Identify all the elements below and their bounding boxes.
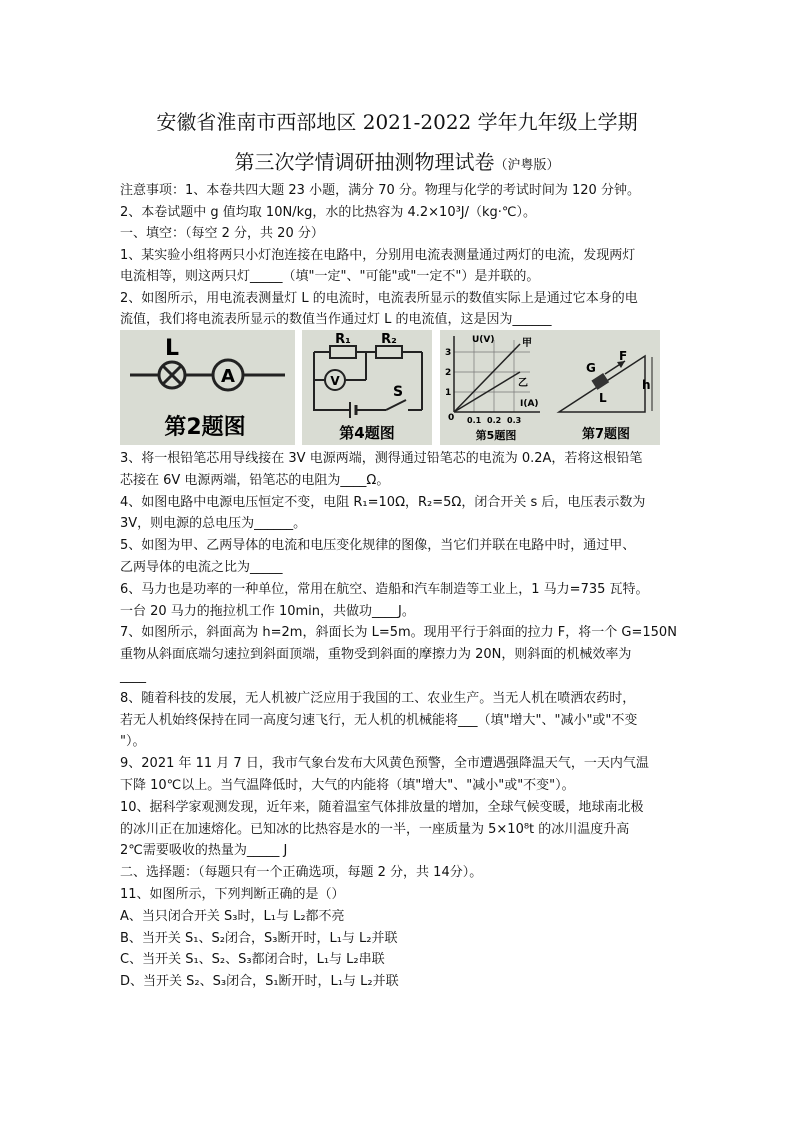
figure-4: [302, 330, 432, 445]
r2-symbol: [376, 346, 402, 358]
figure-5: [440, 330, 553, 445]
f-label: F: [619, 349, 628, 363]
text-line: C、当开关 S₁、S₂、S₃都闭合时，L₁与 L₂串联: [120, 952, 385, 968]
x-tick-0-2: 0.2: [487, 416, 502, 425]
text-line: 9、2021 年 11 月 7 日，我市气象台发布大风黄色预警，全市遭遇强降温天气，一天内气温: [120, 756, 649, 772]
figure-2-caption: 第2题图: [164, 415, 246, 440]
text-line: 芯接在 6V 电源两端，铅笔芯的电阻为____Ω。: [120, 472, 390, 488]
figure-7-caption: 第7题图: [581, 427, 631, 442]
switch-symbol: [386, 400, 406, 410]
text-line: B、当开关 S₁、S₂闭合，S₃断开时，L₁与 L₂并联: [120, 930, 398, 946]
text-line: 2℃需要吸收的热量为_____ J: [120, 843, 288, 859]
r2-label: R₂: [381, 332, 397, 347]
text-line: 二、选择题：（每题只有一个正确选项，每题 2 分，共 14分）。: [120, 865, 483, 881]
figure-5-caption: 第5题图: [475, 429, 517, 442]
series-yi-label: 乙: [518, 378, 528, 389]
text-line: 注意事项：1、本卷共四大题 23 小题，满分 70 分。物理与化学的考试时间为 120 分钟。: [120, 183, 640, 198]
figure-2: [120, 330, 295, 445]
text-line: 1、某实验小组将两只小灯泡连接在电路中，分别用电流表测量通过两灯的电流，发现两灯: [120, 247, 636, 263]
text-line: 若无人机始终保持在同一高度匀速飞行，无人机的机械能将___（填"增大"、"减小"或"不变: [120, 712, 638, 728]
figure-4-caption: 第4题图: [339, 424, 395, 442]
figure-7: [553, 330, 660, 445]
title-main: 第三次学情调研抽测物理试卷: [234, 150, 495, 174]
text-line: 3V，则电源的总电压为______。: [120, 516, 307, 532]
text-line: 电流相等，则这两只灯_____（填"一定"、"可能"或"一定不"）是并联的。: [120, 269, 540, 284]
r1-symbol: [330, 346, 356, 358]
r1-label: R₁: [335, 332, 351, 347]
title-line-1: 安徽省淮南市西部地区 2021-2022 学年九年级上学期: [156, 110, 638, 134]
lamp-label: L: [164, 336, 180, 361]
text-line: "）。: [120, 734, 146, 750]
text-line: 8、随着科技的发展，无人机被广泛应用于我国的工、农业生产。当无人机在喷洒农药时，: [120, 690, 636, 706]
text-line: 2、本卷试题中 g 值均取 10N/kg，水的比热容为 4.2×10³J/（kg·℃）。: [120, 204, 537, 220]
voltmeter-label: V: [330, 374, 340, 388]
g-label: G: [586, 361, 596, 375]
text-line: 6、马力也是功率的一种单位，常用在航空、造船和汽车制造等工业上，1 马力=735 瓦特。: [120, 581, 649, 597]
x-axis-label: I(A): [520, 399, 539, 409]
text-line: 一台 20 马力的拖拉机工作 10min，共做功____J。: [120, 603, 415, 619]
text-line: 2、如图所示，用电流表测量灯 L 的电流时，电流表所显示的数值实际上是通过它本身的电: [120, 290, 638, 306]
text-line: 的冰川正在加速熔化。已知冰的比热容是水的一半，一座质量为 5×10⁸t 的冰川温度升高: [120, 821, 630, 837]
y-axis-label: U(V): [472, 335, 495, 345]
text-line: 7、如图所示，斜面高为 h=2m，斜面长为 L=5m。现用平行于斜面的拉力 F，将一个 G=150N: [120, 625, 677, 641]
text-line: A、当只闭合开关 S₃时，L₁与 L₂都不亮: [120, 908, 345, 924]
text-line: 流值，我们将电流表所显示的数值当作通过灯 L 的电流值，这是因为______: [120, 312, 552, 327]
title-edition: （沪粤版）: [494, 158, 560, 173]
text-line: D、当开关 S₂、S₃闭合，S₁断开时，L₁与 L₂并联: [120, 974, 399, 990]
text-line: 3、将一根铅笔芯用导线接在 3V 电源两端，测得通过铅笔芯的电流为 0.2A，若将这根铅笔: [120, 451, 643, 466]
text-line: 10、据科学家观测发现，近年来，随着温室气体排放量的增加，全球气候变暖，地球南北极: [120, 799, 644, 815]
switch-label: S: [392, 384, 404, 400]
ammeter-label: A: [221, 366, 235, 387]
text-line: 5、如图为甲、乙两导体的电流和电压变化规律的图像，当它们并联在电路中时，通过甲、: [120, 538, 636, 554]
y-tick-1: 1: [445, 388, 452, 398]
l-label: L: [599, 391, 607, 405]
text-line: ____: [120, 669, 146, 684]
h-label: h: [642, 378, 651, 392]
text-line: 4、如图电路中电源电压恒定不变，电阻 R₁=10Ω，R₂=5Ω，闭合开关 s 后，电压表示数为: [120, 494, 646, 510]
text-line: 一、填空：（每空 2 分，共 20 分）: [120, 226, 324, 241]
text-line: 乙两导体的电流之比为_____: [120, 560, 283, 575]
text-line: 11、如图所示，下列判断正确的是（）: [120, 887, 345, 902]
title-line-2: [0, 146, 794, 175]
y-tick-2: 2: [445, 368, 452, 378]
origin-label: 0: [448, 413, 455, 423]
x-tick-0-3: 0.3: [507, 416, 522, 425]
text-line: 重物从斜面底端匀速拉到斜面顶端，重物受到斜面的摩擦力为 20N，则斜面的机械效率为: [120, 647, 632, 663]
text-line: 下降 10℃以上。当气温降低时，大气的内能将（填"增大"、"减小"或"不变"）。: [120, 778, 575, 793]
x-tick-0-1: 0.1: [467, 416, 482, 425]
y-tick-3: 3: [445, 348, 452, 358]
series-jia-label: 甲: [522, 338, 532, 349]
